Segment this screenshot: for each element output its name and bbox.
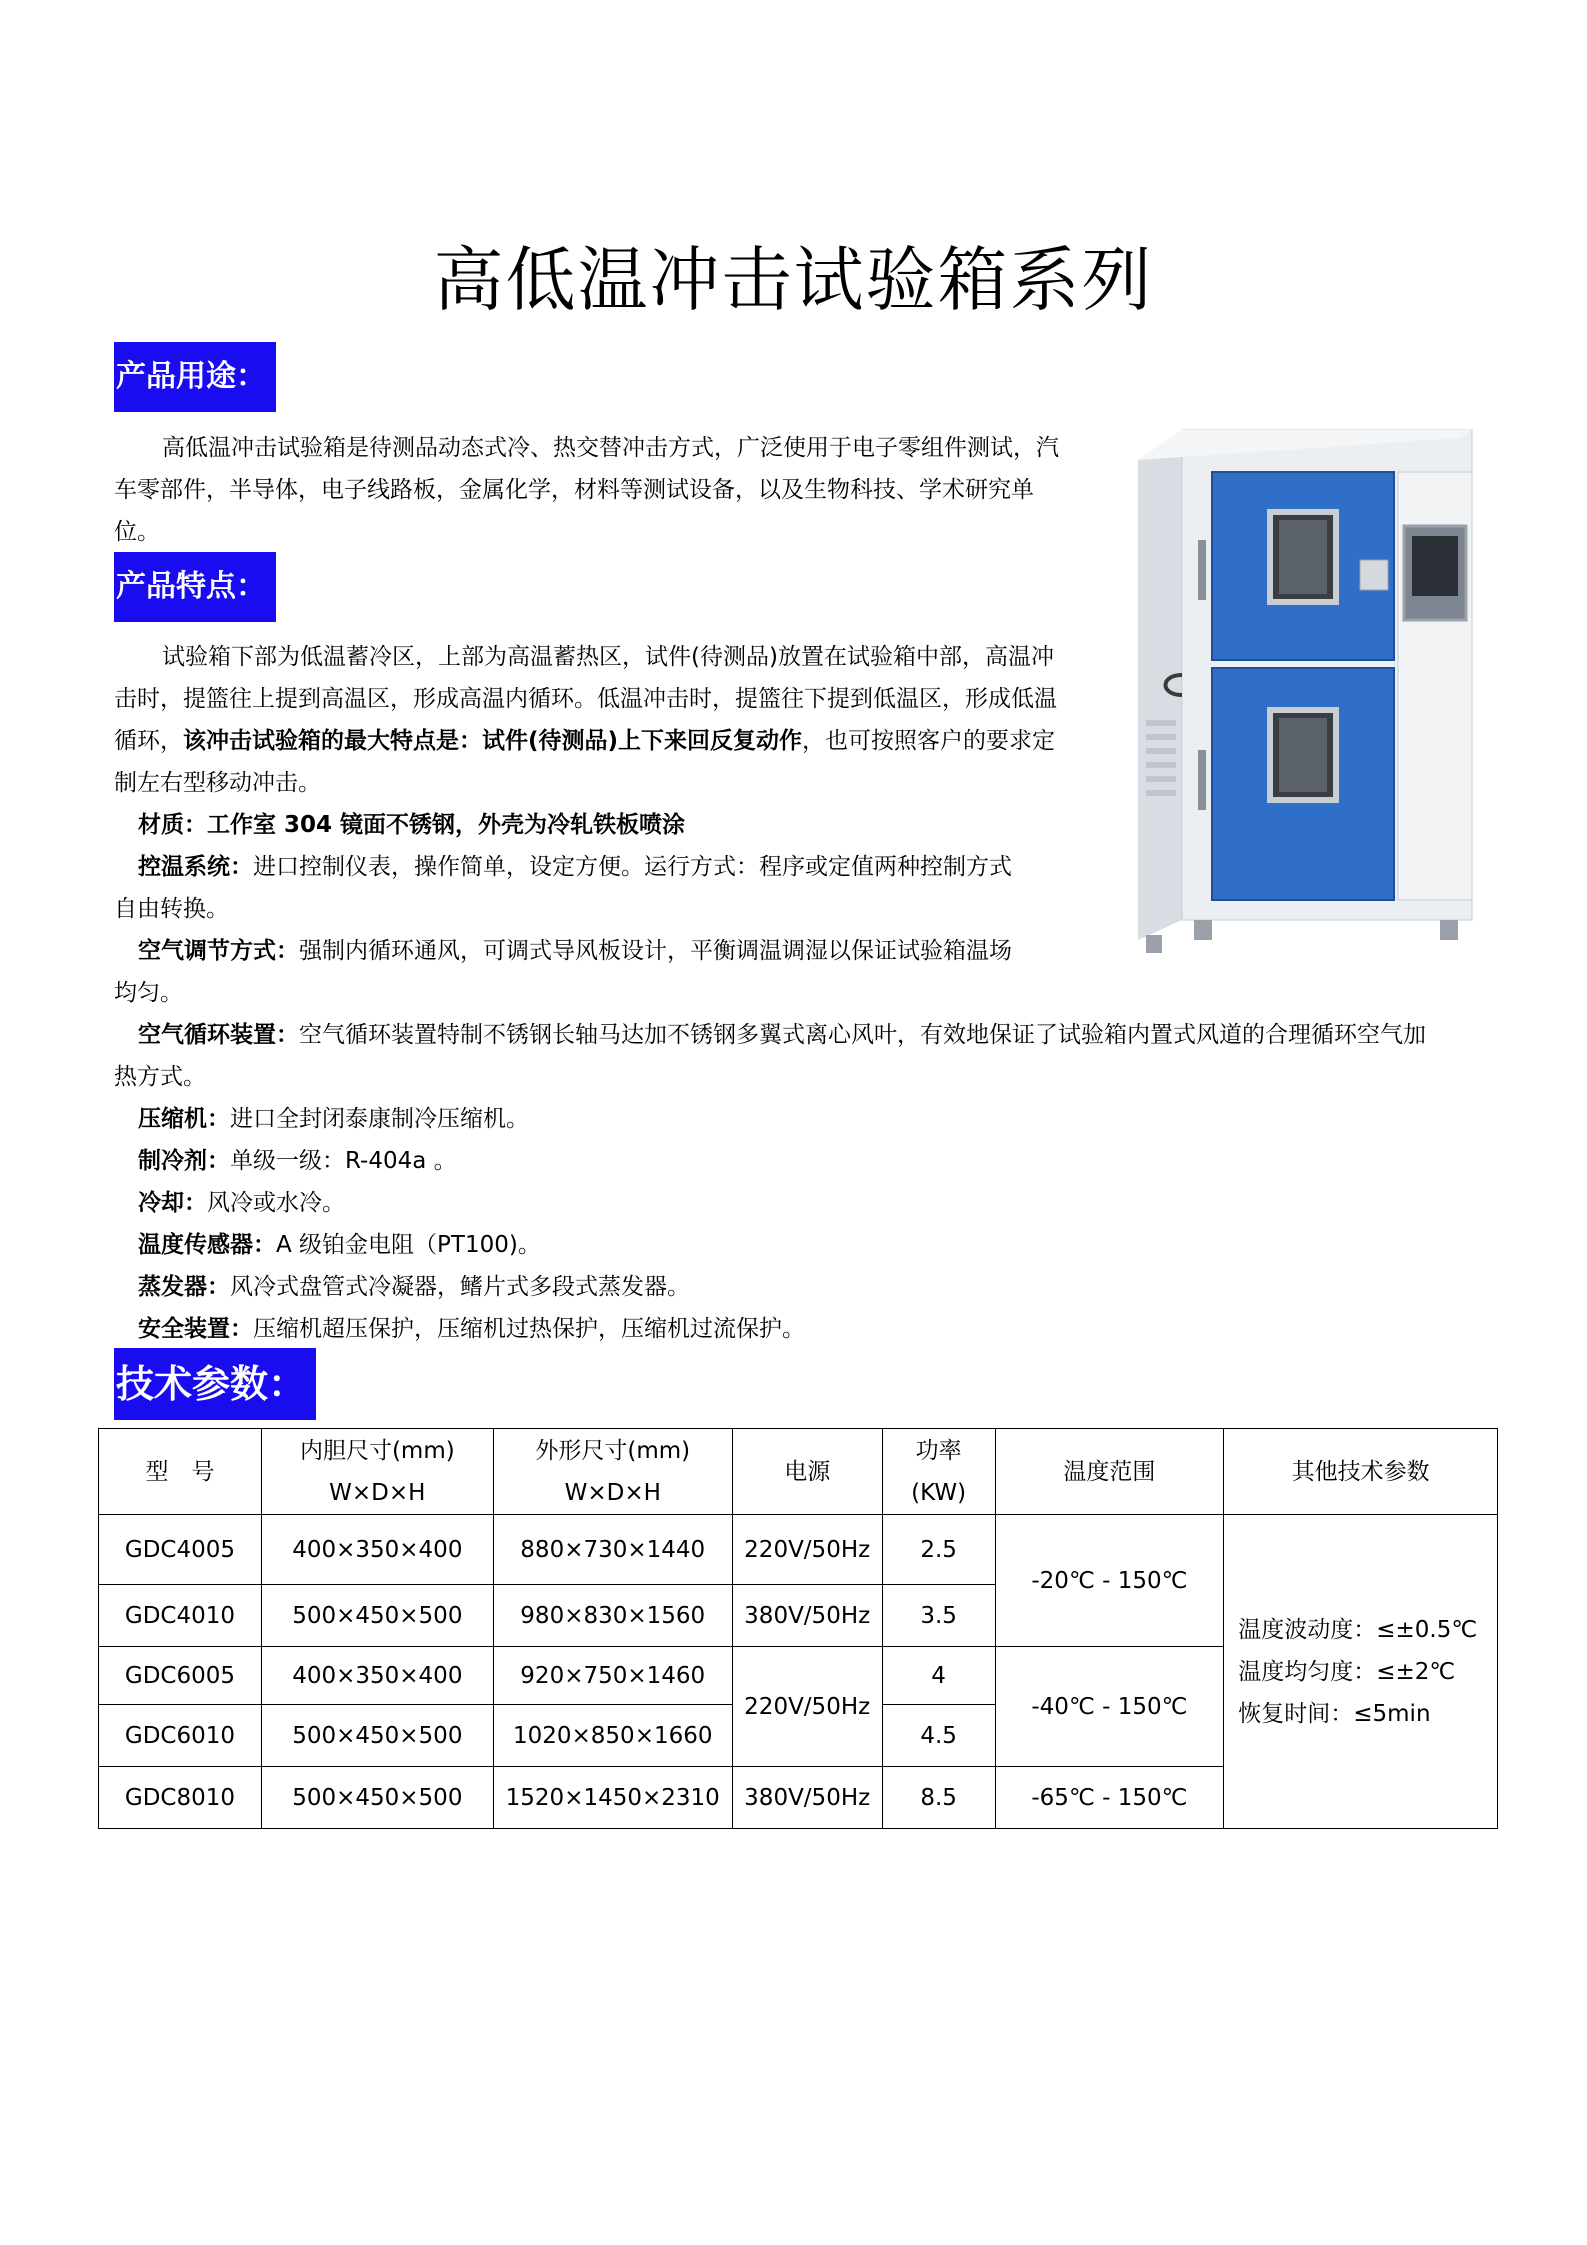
temp-range-cell: -20℃ - 150℃ (995, 1515, 1224, 1647)
temp-range-cell: -40℃ - 150℃ (995, 1647, 1224, 1767)
header-temp-range: 温度范围 (995, 1429, 1224, 1515)
spec-line-air-circ-cont: 热方式。 (114, 1064, 206, 1090)
table-row: GDC4010 500×450×500 980×830×1560 380V/50Hz 3.5 (99, 1585, 1498, 1647)
spec-line-air-adjust: 空气调节方式：强制内循环通风，可调式导风板设计，平衡调温调湿以保证试验箱温场 (138, 938, 1012, 964)
table-header-row (99, 1429, 1498, 1515)
section-usage-label: 产品用途： (114, 342, 276, 412)
features-text-part2: ，也可按照客户的要求定制左右型移动冲击。 (114, 728, 1056, 796)
spec-line-compressor: 压缩机：进口全封闭泰康制冷压缩机。 (138, 1106, 529, 1132)
section-features-label: 产品特点： (114, 552, 276, 622)
section-specs-label: 技术参数： (114, 1348, 316, 1420)
usage-text: 高低温冲击试验箱是待测品动态式冷、热交替冲击方式，广泛使用于电子零组件测试，汽车零部件，半导体，电子线路板，金属化学，材料等测试设备，以及生物科技、学术研究单位。 (114, 435, 1059, 545)
table-row: GDC8010 500×450×500 1520×1450×2310 380V/50Hz 8.5 -65℃ - 150℃ (99, 1767, 1498, 1829)
temp-range-cell: -65℃ - 150℃ (995, 1767, 1224, 1829)
header-inner-size: 内胆尺寸(mm) W×D×H (261, 1429, 493, 1515)
product-photo (1120, 420, 1480, 960)
spec-line-evaporator: 蒸发器：风冷式盘管式冷凝器，鳍片式多段式蒸发器。 (138, 1274, 690, 1300)
header-power-kw: 功率 (KW) (882, 1429, 995, 1515)
spec-line-air-circ: 空气循环装置：空气循环装置特制不锈钢长轴马达加不锈钢多翼式离心风叶，有效地保证了试验箱内置式风道的合理循环空气加 (138, 1022, 1426, 1048)
features-text-part1: 试验箱下部为低温蓄冷区，上部为高温蓄热区，试件(待测品)放置在试验箱中部，高温冲击时，提篮往上提到高温区，形成高温内循环。低温冲击时，提篮往下提到低温区，形成低温循环， (114, 644, 1057, 754)
table-row: GDC6010 500×450×500 1020×850×1660 4.5 (99, 1705, 1498, 1767)
spec-line-control: 控温系统：进口控制仪表，操作简单，设定方便。运行方式：程序或定值两种控制方式 (138, 854, 1012, 880)
features-paragraph (114, 636, 1069, 804)
spec-line-cooling: 冷却：风冷或水冷。 (138, 1190, 345, 1216)
spec-line-material: 材质：工作室 304 镜面不锈钢，外壳为冷轧铁板喷涂 (138, 812, 686, 838)
features-text-bold: 该冲击试验箱的最大特点是：试件(待测品)上下来回反复动作 (183, 728, 803, 754)
spec-table (98, 1428, 1498, 1829)
header-outer-size: 外形尺寸(mm) W×D×H (493, 1429, 732, 1515)
spec-line-control-cont: 自由转换。 (114, 896, 229, 922)
spec-line-air-adjust-cont: 均匀。 (114, 980, 183, 1006)
other-params-cell: 温度波动度：≤±0.5℃ 温度均匀度：≤±2℃ 恢复时间：≤5min (1224, 1515, 1498, 1829)
header-power-supply: 电源 (732, 1429, 882, 1515)
spec-line-refrigerant: 制冷剂：单级一级：R-404a 。 (138, 1148, 457, 1174)
page-title: 高低温冲击试验箱系列 (433, 239, 1154, 321)
spec-line-safety: 安全装置：压缩机超压保护，压缩机过热保护，压缩机过流保护。 (138, 1316, 805, 1342)
spec-line-sensor: 温度传感器：A 级铂金电阻（PT100)。 (138, 1232, 541, 1258)
table-row: GDC4005 400×350×400 880×730×1440 220V/50Hz 2.5 -20℃ - 150℃ 温度波动度：≤±0.5℃ 温度均匀度：≤±2℃ 恢复时间：≤5min (99, 1515, 1498, 1585)
header-other-params: 其他技术参数 (1224, 1429, 1498, 1515)
usage-paragraph (114, 427, 1069, 553)
table-row: GDC6005 400×350×400 920×750×1460 220V/50Hz 4 -40℃ - 150℃ (99, 1647, 1498, 1705)
header-model: 型 号 (99, 1429, 262, 1515)
